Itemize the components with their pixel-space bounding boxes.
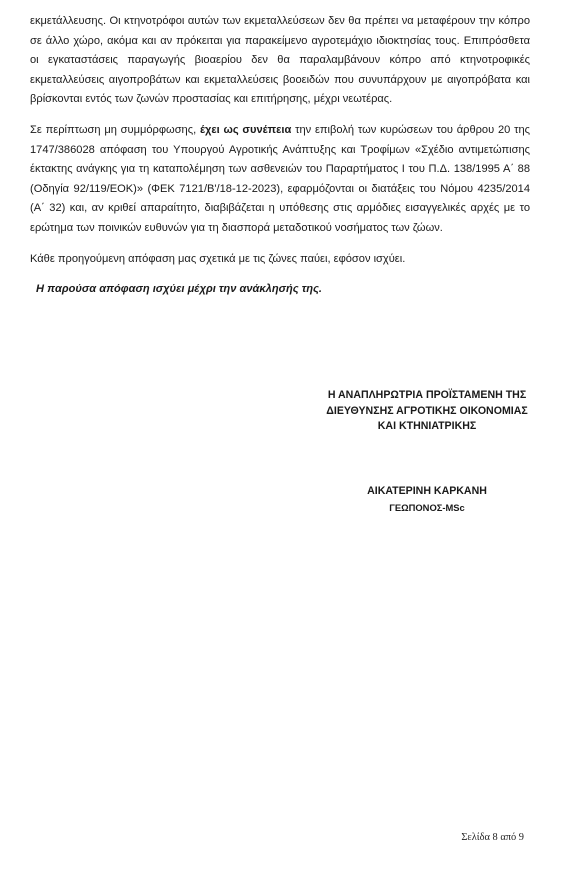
paragraph-restrictions (30, 12, 530, 110)
paragraph-validity: Η παρούσα απόφαση ισχύει μέχρι την ανάκλησής της. (36, 283, 323, 296)
paragraph-line: εκμετάλλευσης. Οι κτηνοτρόφοι αυτών των εκμεταλλεύσεων δεν θα πρέπει να μεταφέρουν την (30, 15, 495, 27)
penalties-emphasis: έχει ως συνέπεια (199, 123, 292, 136)
paragraph-penalties (30, 121, 530, 239)
document-body (30, 12, 530, 311)
paragraph-previous-decisions: Κάθε προηγούμενη απόφαση μας σχετικά με τις ζώνες παύει, εφόσον ισχύει. (30, 252, 406, 265)
paragraph-line: κόπρο σε άλλο χώρο, ακόμα και αν πρόκειται για παρακείμενο αγροτεμάχιο ιδιοκτησίας τους. (30, 15, 530, 47)
penalties-lead: Σε περίπτωση μη συμμόρφωσης, (30, 123, 200, 136)
signature-line: ΚΑΙ ΚΤΗΝΙΑΤΡΙΚΗΣ (377, 420, 477, 433)
signer-title: ΓΕΩΠΟΝΟΣ-MSc (389, 501, 465, 513)
paragraph-line: κτηνοτροφικές εκμεταλλεύσεις αιγοπροβάτων και εκμεταλλεύσεις βοοειδών που συνυπάρχουν με (30, 54, 530, 86)
signature-authority (312, 388, 542, 435)
page-number: Σελίδα 8 από 9 (461, 832, 524, 843)
paragraph-line: Επιπρόσθετα οι εγκαταστάσεις παραγωγής βιοαερίου δεν θα παραλαμβάνουν κόπρο από (30, 34, 530, 67)
penalties-text: την επιβολή των κυρώσεων του άρθρου 20 της 1747/386028 απόφαση του Υπουργού Αγροτικής Ανάπτυξης και Τροφίμων «Σχέδιο αντιμετώπισης έκτακτης ανάγκης για τη καταπολέμηση των ασθενειών του Παραρτήματος Ι του Π.Δ. 138/1995 Α΄ 88 (Οδηγία 92/119/ΕΟΚ)» (ΦΕΚ 7121/Β'/18-12-2023), εφαρμόζονται οι διατάξεις του Νόμου 4235/2014 (Α΄ 32) και, αν κριθεί απαραίτητο, διαβιβάζεται η υπόθεσης στις αρμόδιες εισαγγελικές αρχές με το ερώτημα των ποινικών ευθυνών για τη διασπορά μεταδοτικού νοσήματος των ζώων. (30, 123, 530, 234)
signer-block (312, 484, 542, 515)
paragraph-line: αιγοπρόβατα και βρίσκονται εντός των ζωνών προστασίας και επιτήρησης, μέχρι νεωτέρας. (30, 73, 530, 106)
signer-name: ΑΙΚΑΤΕΡΙΝΗ ΚΑΡΚΑΝΗ (367, 485, 487, 497)
signature-line: Η ΑΝΑΠΛΗΡΩΤΡΙΑ ΠΡΟΪΣΤΑΜΕΝΗ ΤΗΣ (327, 389, 527, 401)
signature-line: ΔΙΕΥΘΥΝΣΗΣ ΑΓΡΟΤΙΚΗΣ ΟΙΚΟΝΟΜΙΑΣ (326, 404, 528, 417)
